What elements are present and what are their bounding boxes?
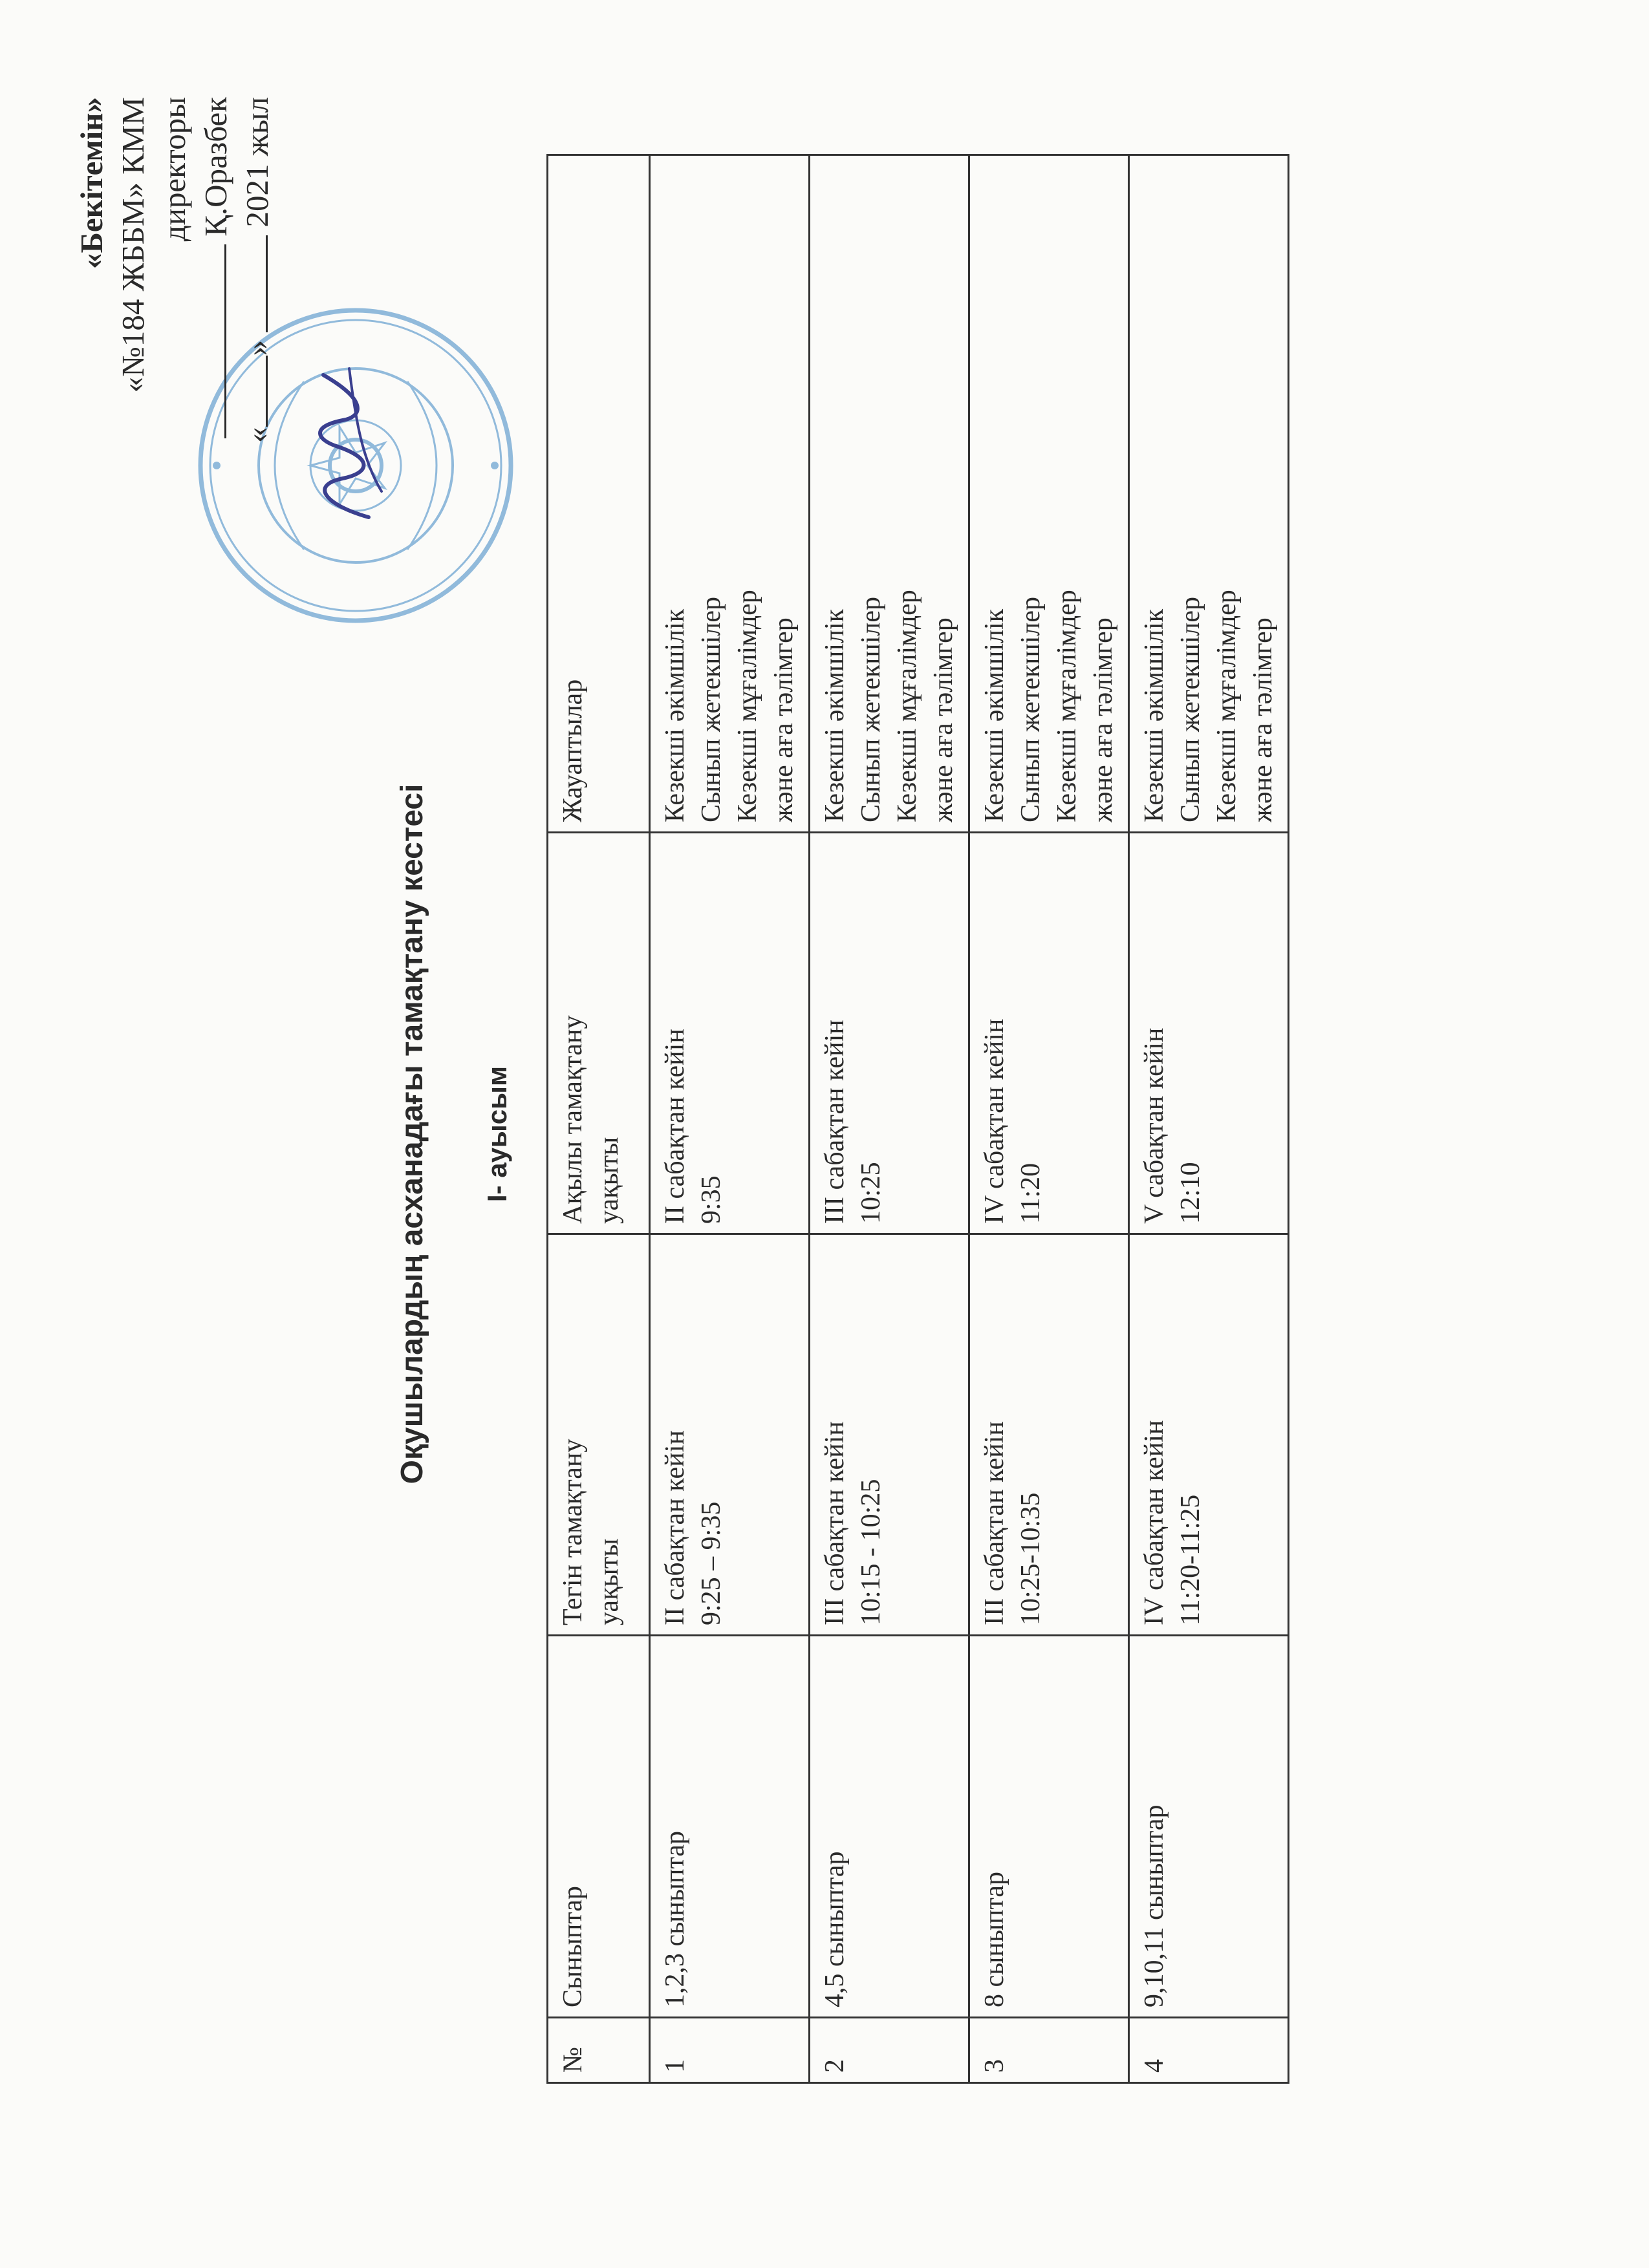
free-time: 11:20-11:25 [1176,1494,1205,1625]
responsible-line: Сынып жетекшілер [696,596,726,822]
header-free-time [548,1234,650,1636]
header-number: № [548,2018,650,2083]
table-row [969,155,1129,2083]
responsible-line: және аға тәлімгер [769,617,799,822]
free-lesson: ІІ сабақтан кейін [660,1430,690,1625]
date-close-quote: » [239,339,275,356]
approval-organization: «№184 ЖББМ» КММ [115,97,151,393]
table-row [810,155,969,2083]
shift-subtitle: I- ауысым [482,1065,512,1203]
row-number: 1 [650,2018,810,2083]
responsible-line: Кезекші әкімшілік [660,608,690,822]
free-lesson: ІІІ сабақтан кейін [820,1421,850,1625]
paid-lesson: ІІ сабақтан кейін [660,1029,690,1224]
approval-heading: «Бекітемін» [74,97,109,270]
table-header-row [548,155,650,2083]
responsible-line: Сынып жетекшілер [1016,596,1046,822]
approval-director-name: Қ.Оразбек [198,97,233,237]
row-free-time [969,1234,1129,1636]
row-classes: 8 сыныптар [969,1636,1129,2018]
meal-schedule-table [546,154,1289,2084]
row-paid-time [650,833,810,1234]
header-classes: Сыныптар [548,1636,650,2018]
paid-time: 10:25 [856,1162,886,1224]
free-time: 10:15 - 10:25 [856,1479,886,1625]
approval-position: директоры [156,97,192,242]
free-time: 10:25-10:35 [1016,1492,1046,1625]
paid-lesson: ІІІ сабақтан кейін [820,1020,850,1224]
responsible-line: Кезекші әкімшілік [820,608,850,822]
header-free-line: уақыты [594,1538,624,1625]
responsible-line: және аға тәлімгер [1248,617,1278,822]
header-paid-line: Ақылы тамақтану [558,1015,588,1224]
row-responsible [969,155,1129,833]
row-responsible [650,155,810,833]
free-time: 9:25 – 9:35 [696,1501,726,1625]
approval-block [71,97,278,575]
row-free-time [810,1234,969,1636]
row-classes: 1,2,3 сыныптар [650,1636,810,2018]
approval-director-line [195,97,237,575]
row-number: 2 [810,2018,969,2083]
responsible-line: Сынып жетекшілер [1176,596,1205,822]
paid-time: 12:10 [1176,1162,1205,1224]
date-open-quote: « [239,427,275,443]
row-classes: 9,10,11 сыныптар [1129,1636,1289,2018]
responsible-line: Кезекші мұғалімдер [733,590,762,822]
responsible-line: және аға тәлімгер [929,617,958,822]
row-number: 3 [969,2018,1129,2083]
responsible-line: Кезекші әкімшілік [1139,608,1169,822]
approval-year: 2021 жыл [239,97,275,228]
free-lesson: ІІІ сабақтан кейін [980,1421,1009,1625]
date-day-blank [240,356,268,427]
responsible-line: Сынып жетекшілер [856,596,886,822]
table-row [650,155,810,2083]
paid-time: 9:35 [696,1175,726,1224]
responsible-line: Кезекші мұғалімдер [1212,590,1242,822]
responsible-line: Кезекші мұғалімдер [892,590,922,822]
row-responsible [810,155,969,833]
row-paid-time [1129,833,1289,1234]
paid-lesson: ІV сабақтан кейін [980,1018,1009,1224]
row-free-time [1129,1234,1289,1636]
paid-time: 11:20 [1016,1162,1046,1224]
row-number: 4 [1129,2018,1289,2083]
table-row [1129,155,1289,2083]
responsible-line: және аға тәлімгер [1088,617,1118,822]
row-paid-time [969,833,1129,1234]
approval-date-line [237,97,278,575]
responsible-line: Кезекші мұғалімдер [1052,590,1082,822]
director-signature-icon [285,362,401,530]
row-paid-time [810,833,969,1234]
document-title: Оқушылардың асханадағы тамақтану кестесі [395,784,429,1484]
responsible-line: Кезекші әкімшілік [980,608,1009,822]
signature-line [199,244,226,438]
date-month-blank [240,235,268,332]
row-free-time [650,1234,810,1636]
row-responsible [1129,155,1289,833]
header-responsible: Жауаптылар [548,155,650,833]
paid-lesson: V сабақтан кейін [1139,1027,1169,1224]
header-free-line: Тегін тамақтану [558,1439,588,1625]
row-classes: 4,5 сыныптар [810,1636,969,2018]
header-paid-time [548,833,650,1234]
header-paid-line: уақыты [594,1137,624,1224]
free-lesson: ІV сабақтан кейін [1139,1420,1169,1625]
